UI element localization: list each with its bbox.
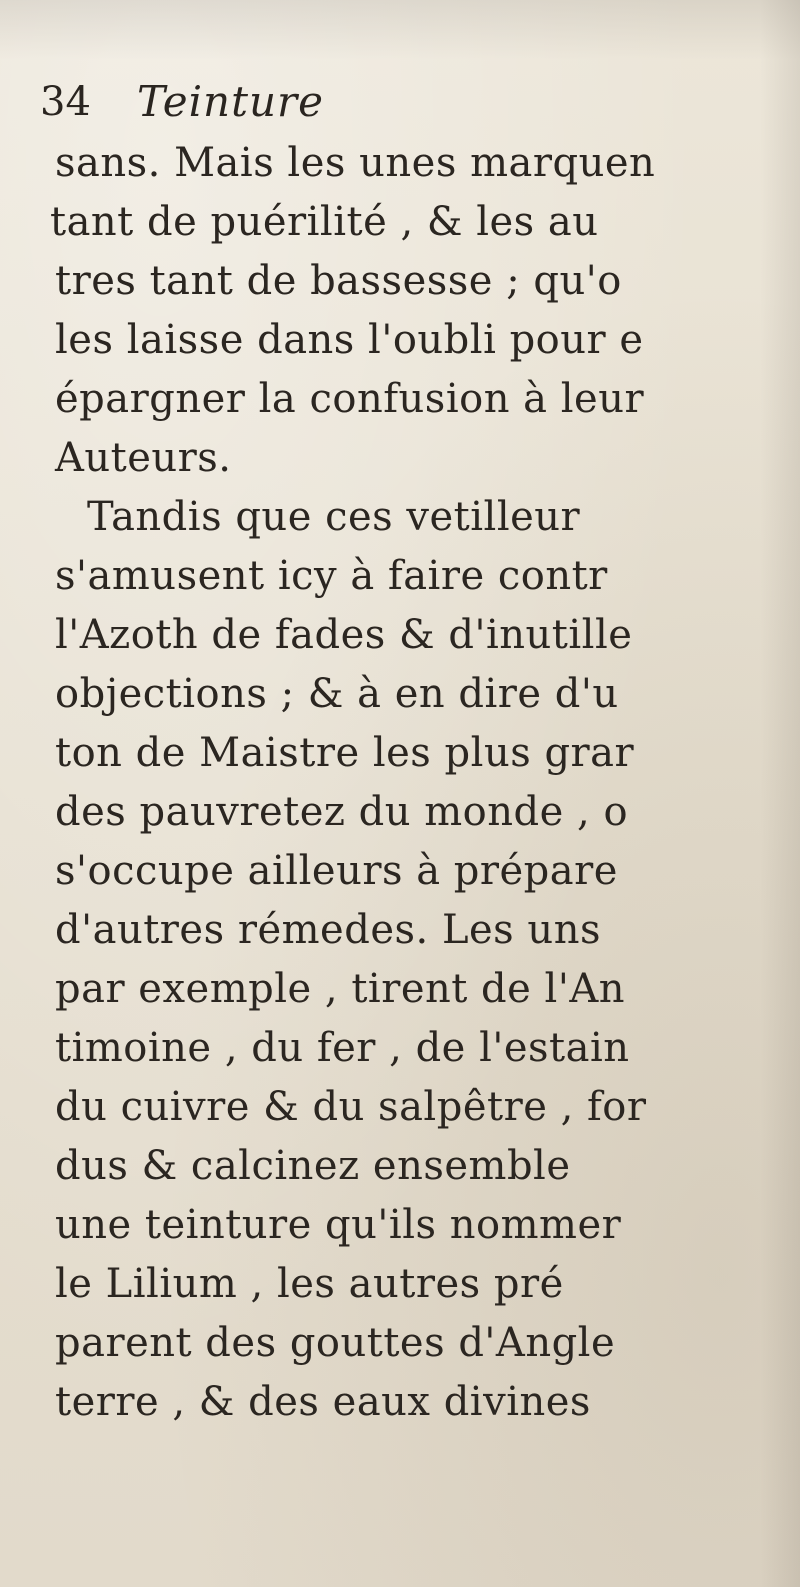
page-number: 34 — [40, 79, 91, 125]
text-line: des pauvretez du monde , o — [55, 789, 629, 835]
text-line: le Lilium , les autres pré — [55, 1261, 564, 1307]
text-line: épargner la confusion à leur — [55, 376, 645, 422]
text-line: s'occupe ailleurs à prépare — [55, 848, 618, 894]
page-top-shadow — [0, 0, 800, 60]
text-line: terre , & des eaux divines — [55, 1379, 591, 1425]
text-line: par exemple , tirent de l'An — [55, 966, 625, 1012]
text-line: objections ; & à en dire d'u — [55, 671, 619, 717]
text-line: tres tant de bassesse ; qu'o — [55, 258, 622, 304]
text-line: sans. Mais les unes marquen — [55, 140, 656, 186]
text-line: d'autres rémedes. Les uns — [55, 907, 601, 953]
text-line: dus & calcinez ensemble — [55, 1143, 571, 1189]
text-line: timoine , du fer , de l'estain — [55, 1025, 630, 1071]
running-title: Teinture — [137, 77, 324, 126]
text-line: tant de puérilité , & les au — [50, 199, 599, 245]
text-line: du cuivre & du salpêtre , for — [55, 1084, 647, 1130]
page-header — [40, 72, 760, 132]
text-line: les laisse dans l'oubli pour e — [55, 317, 644, 363]
text-line: s'amusent icy à faire contr — [55, 553, 608, 599]
text-line: Tandis que ces vetilleur — [87, 494, 581, 540]
text-line: une teinture qu'ils nommer — [55, 1202, 622, 1248]
text-line: Auteurs. — [55, 435, 232, 481]
text-line: l'Azoth de fades & d'inutille — [55, 612, 633, 658]
text-line: parent des gouttes d'Angle — [55, 1320, 616, 1366]
text-line: ton de Maistre les plus grar — [55, 730, 635, 776]
body-text — [45, 134, 800, 1554]
